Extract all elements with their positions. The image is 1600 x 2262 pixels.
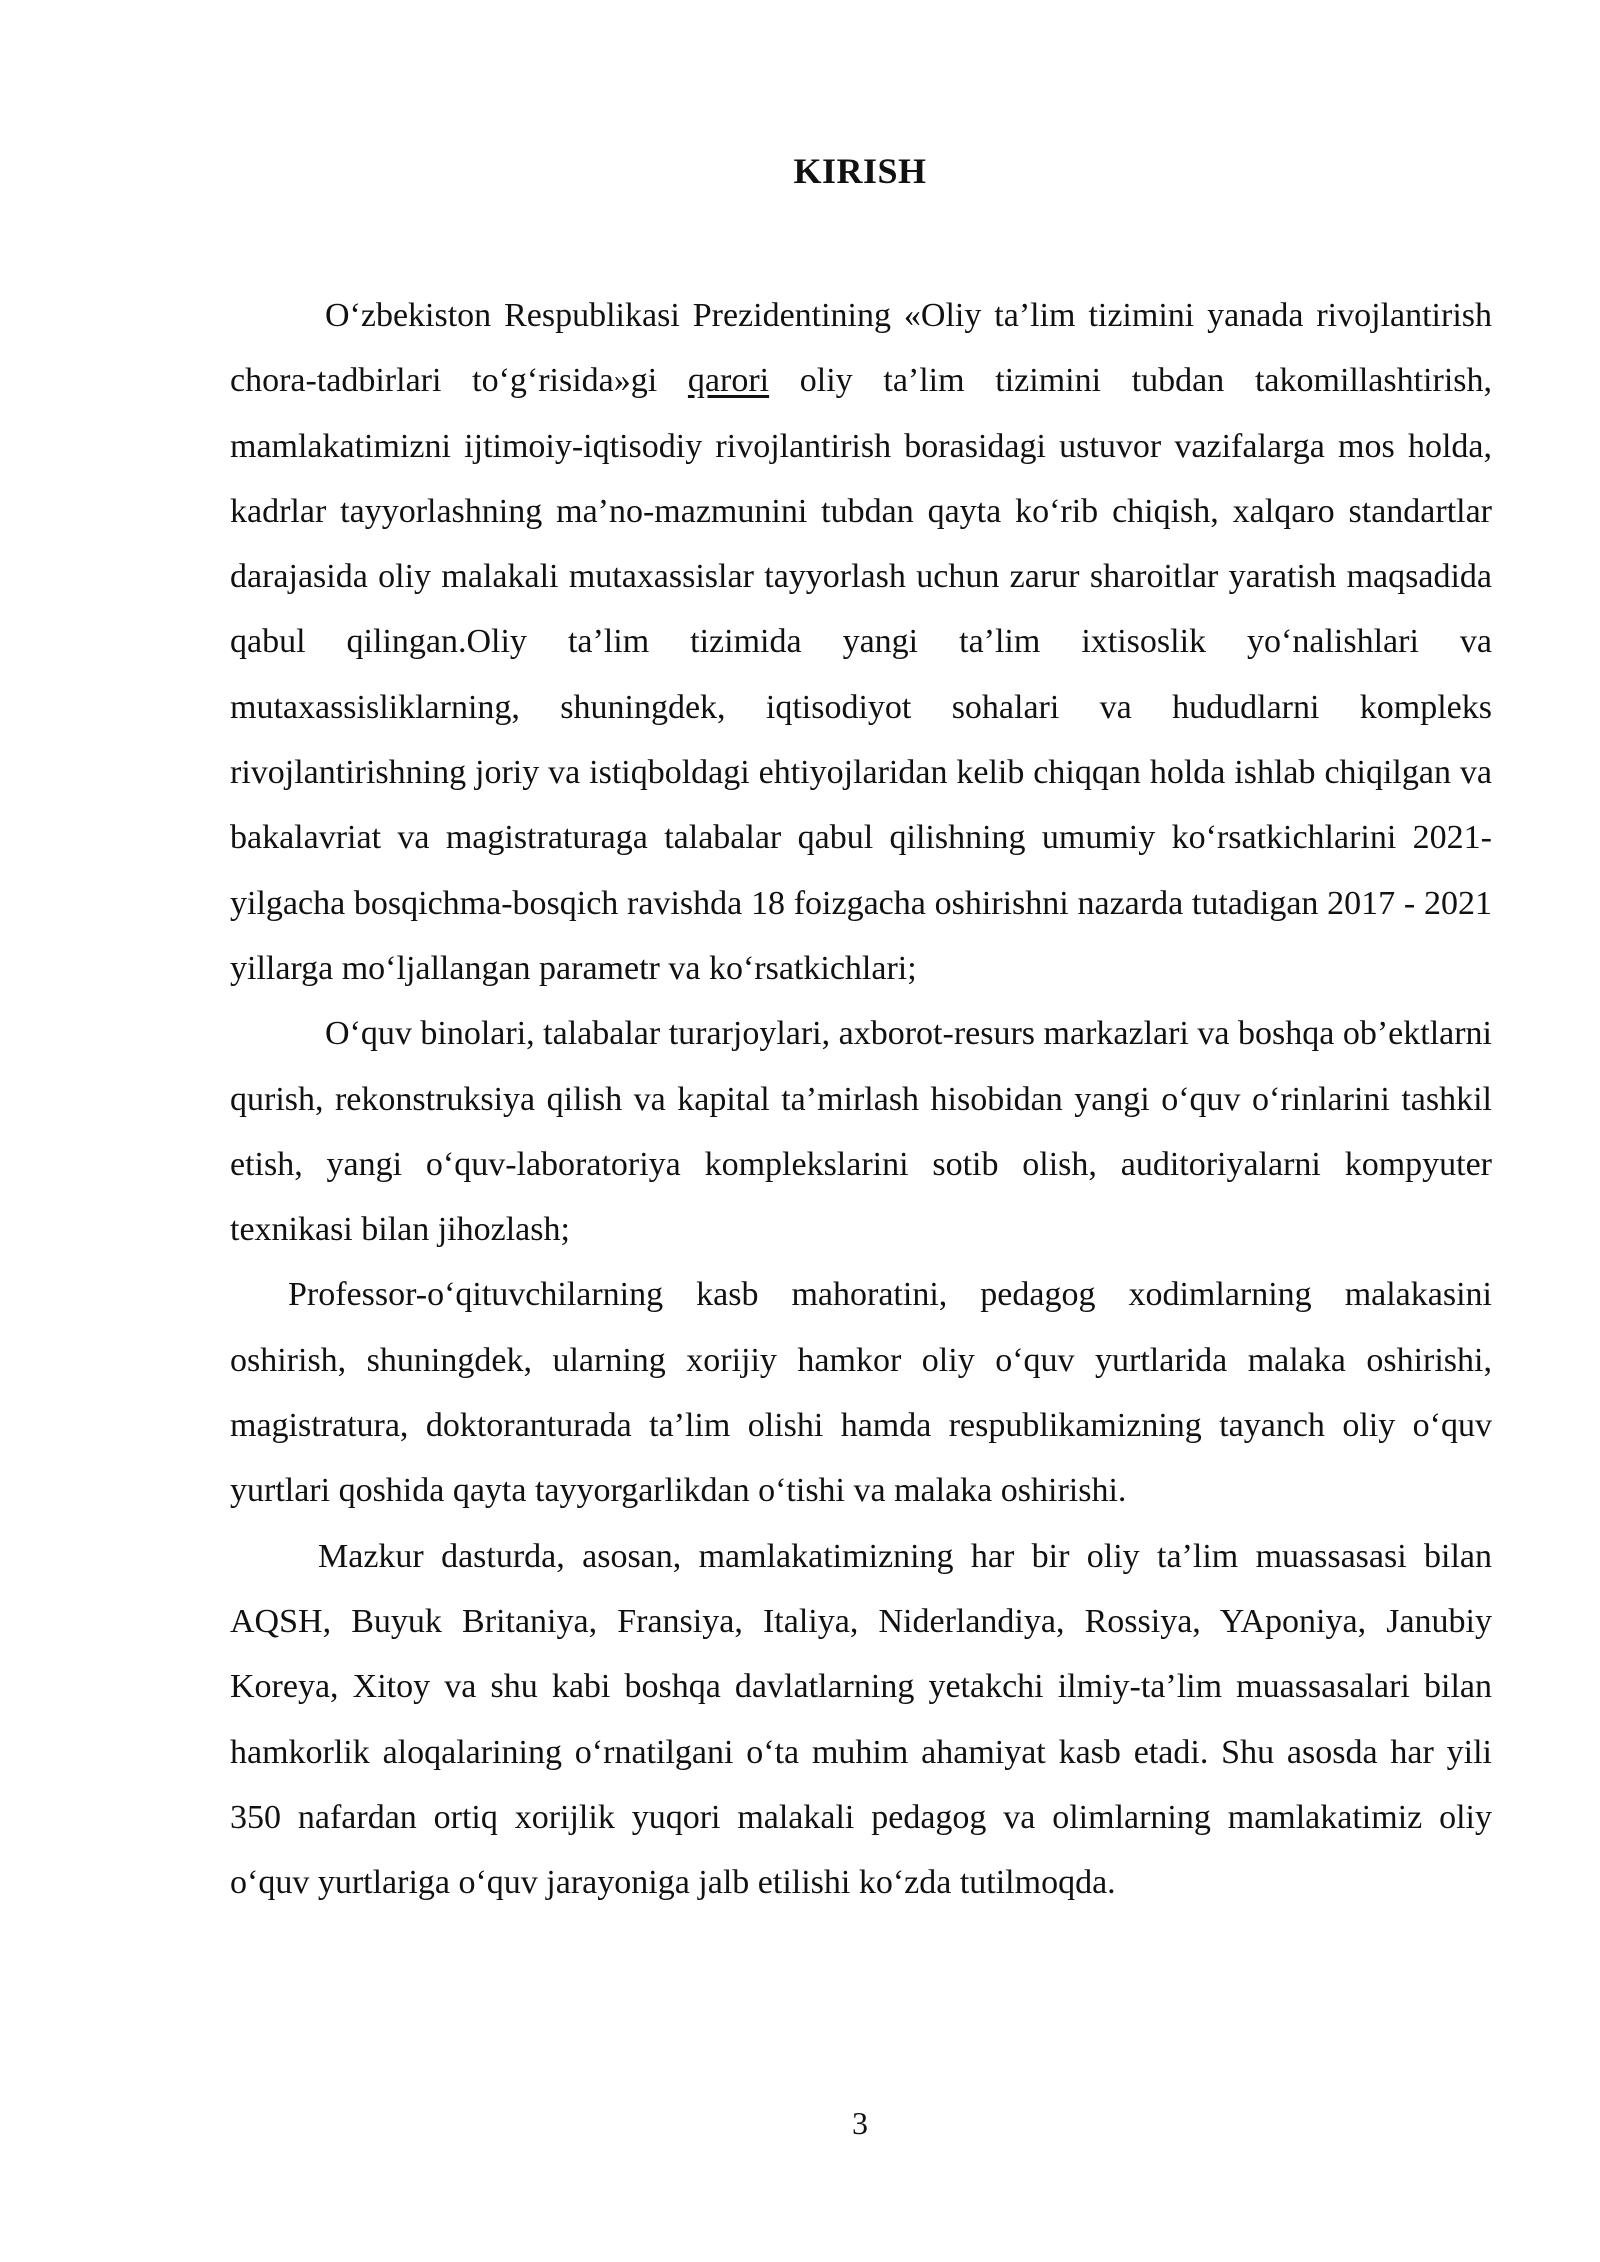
paragraph-4: Mazkur dasturda, asosan, mamlakatimizning har bir oliy ta’lim muassasasi bilan AQSH, Buyuk Britaniya, Fransiya, Italiya, Niderlandiya, Rossiya, YAponiya, Janubiy Koreya, Xitoy va shu kabi boshqa davlatlarning yetakchi ilmiy-ta’lim muassasalari bilan hamkorlik aloqalarining o‘rnatilgani o‘ta muhim ahamiyat kasb etadi. Shu asosda har yili 350 nafardan ortiq xorijlik yuqori malakali pedagog va olimlarning mamlakatimiz oliy o‘quv yurtlariga o‘quv jarayoniga jalb etilishi ko‘zda tutilmoqda. [230,1537,1492,1902]
paragraph-2: O‘quv binolari, talabalar turarjoylari, axborot-resurs markazlari va boshqa ob’ektlarni qurish, rekonstruksiya qilish va kapital ta’mirlash hisobidan yangi o‘quv o‘rinlarini tashkil etish, yangi o‘quv-laboratoriya komplekslarini sotib olish, auditoriyalarni kompyuter texnikasi bilan jihozlash; [230,1015,1492,1249]
document-body [230,283,1492,1915]
paragraph-1 [230,283,1492,1001]
qarori-link[interactable]: qarori [687,362,770,400]
paragraph-3: Professor-o‘qituvchilarning kasb mahoratini, pedagog xodimlarning malakasini oshirish, shuningdek, ularning xorijiy hamkor oliy o‘quv yurtlarida malaka oshirishi, magistratura, doktoranturada ta’lim olishi hamda respublikamizning tayanch oliy o‘quv yurtlari qoshida qayta tayyorgarlikdan o‘tishi va malaka oshirishi. [230,1276,1492,1510]
paragraph-1-text-end: oliy ta’lim tizimini tubdan takomillashtirish, mamlakatimizni ijtimoiy-iqtisodiy rivojlantirish borasidagi ustuvor vazifalarga mos holda, kadrlar tayyorlashning ma’no-mazmunini tubdan qayta ko‘rib chiqish, xalqaro standartlar darajasida oliy malakali mutaxassislar tayyorlash uchun zarur sharoitlar yaratish maqsadida qabul qilingan.Oliy ta’lim tizimida yangi ta’lim ixtisoslik yo‘nalishlari va mutaxassisliklarning, shuningdek, iqtisodiyot sohalari va hududlarni kompleks rivojlantirishning joriy va istiqboldagi ehtiyojlaridan kelib chiqqan holda ishlab chiqilgan va bakalavriat va magistraturaga talabalar qabul qilishning umumiy ko‘rsatkichlarini 2021-yilgacha bosqichma-bosqich ravishda 18 foizgacha oshirishni nazarda tutadigan 2017 - 2021 yillarga mo‘ljallangan parametr va ko‘rsatkichlari; [230,362,1492,987]
paragraph-1-text-start: O‘zbekiston Respublikasi Prezidentining «Oliy ta’lim tizimini yanada rivojlantirish chora-tadbirlari to‘g‘risida»gi [230,297,1492,400]
page-heading: KIRISH [793,151,927,191]
page-number: 3 [852,2105,868,2141]
